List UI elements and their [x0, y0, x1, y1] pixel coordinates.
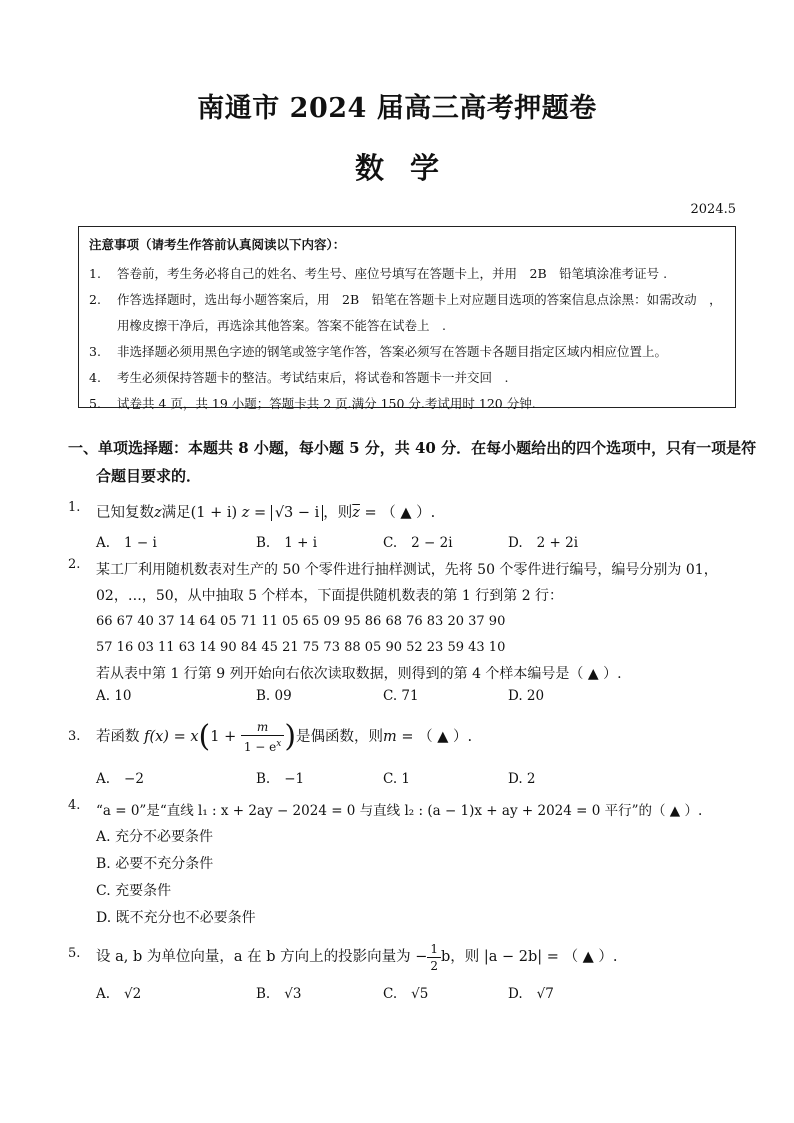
notice-item-number: 4.: [89, 370, 101, 385]
option-label: C.: [383, 986, 398, 1002]
option-d[interactable]: D. 2: [508, 771, 536, 787]
option-label: B.: [256, 986, 271, 1002]
question-stem: 某工厂利用随机数表对生产的 50 个零件进行抽样测试，先将 50 个零件进行编号，编号分别为 01，: [96, 562, 718, 578]
question-stem: “a = 0”是“直线 l₁ : x + 2ay − 2024 = 0 与直线 l₂ : (a − 1)x + ay + 2024 = 0 平行”的（ ▲ ）.: [96, 803, 703, 819]
notice-title: 注意事项（请考生作答前认真阅读以下内容）：: [89, 237, 346, 252]
exam-date: 2024.5: [690, 202, 736, 217]
option-a[interactable]: A. 充分不必要条件: [96, 829, 214, 845]
option-d[interactable]: [508, 986, 554, 1002]
option-value: √3: [284, 986, 302, 1002]
notice-item-text: 非选择题必须用黑色字迹的钢笔或签字笔作答，答案必须写在答题卡各题目指定区域内相应位置上。: [117, 344, 668, 359]
question-2: [68, 557, 768, 687]
stem-text: 已知复数: [96, 505, 154, 521]
right-paren: ): [284, 719, 297, 754]
question-stem: [68, 717, 768, 757]
option-label: A.: [96, 986, 111, 1002]
subject-title: 数学: [354, 151, 465, 185]
math-var: z: [154, 505, 162, 521]
options-4: [96, 824, 256, 932]
math-conj: $\overline{z}$: [352, 505, 360, 521]
fraction-numerator: 1: [427, 941, 441, 958]
stem-text: 若函数: [96, 729, 140, 745]
question-number: 2.: [68, 557, 81, 572]
math-abs: √3 − i: [271, 505, 323, 521]
fraction-denominator: [241, 736, 285, 755]
option-label: B.: [256, 771, 271, 787]
math-expr: z =: [237, 505, 271, 521]
notice-item: [89, 391, 725, 417]
question-number: 4.: [68, 798, 81, 813]
fraction-numerator: m: [241, 719, 285, 736]
question-1: [68, 500, 768, 526]
math-var: m: [383, 729, 397, 745]
notice-item-number: 1.: [89, 266, 101, 281]
option-value: √5: [411, 986, 429, 1002]
option-b[interactable]: [256, 986, 301, 1002]
notice-item-text: 试卷共 4 页，共 19 小题；答题卡共 2 页.满分 150 分.考试用时 120 分钟.: [117, 396, 536, 411]
option-d[interactable]: D. 20: [508, 688, 545, 704]
question-4: [68, 798, 768, 824]
option-c[interactable]: C. 1: [383, 771, 411, 787]
left-paren: (: [198, 719, 211, 754]
option-value: 2 − 2i: [411, 535, 453, 551]
option-a[interactable]: [96, 771, 144, 787]
math-expr: 1 +: [210, 729, 241, 745]
notice-item: [89, 339, 725, 365]
question-stem: 若从表中第 1 行第 9 列开始向右依次读取数据，则得到的第 4 个样本编号是（ ▲ ）.: [96, 666, 622, 682]
option-value: −1: [284, 771, 305, 787]
option-b[interactable]: B. 必要不充分条件: [96, 856, 214, 872]
question-3: [68, 717, 768, 757]
notice-item: [89, 261, 725, 287]
question-5: [68, 938, 768, 976]
option-label: B.: [256, 535, 271, 551]
random-table-row-2: 57 16 03 11 63 14 90 84 45 21 75 73 88 05 90 52 23 59 43 10: [96, 640, 506, 655]
option-value: 1 + i: [284, 535, 318, 551]
question-stem: 02，…，50，从中抽取 5 个样本，下面提供随机数表的第 1 行到第 2 行：: [96, 588, 564, 604]
stem-text: = （ ▲ ）.: [359, 505, 436, 521]
question-number: 1.: [68, 500, 81, 515]
option-label: D.: [508, 535, 523, 551]
notice-item-number: 2.: [89, 292, 101, 307]
section-heading-line2: 合题目要求的．: [96, 467, 202, 485]
option-c[interactable]: [383, 986, 428, 1002]
section-heading: [68, 434, 758, 490]
notice-item: [89, 365, 725, 391]
question-number: 5.: [68, 946, 81, 961]
option-c[interactable]: C. 71: [383, 688, 419, 704]
option-a[interactable]: [96, 986, 141, 1002]
math-expr: (1 + i): [190, 505, 238, 521]
denominator-text: 1 − e: [243, 740, 277, 754]
exam-title: 南通市 2024 届高三高考押题卷: [197, 93, 597, 124]
stem-text: = （ ▲ ）.: [396, 729, 473, 745]
option-d[interactable]: D. 既不充分也不必要条件: [96, 910, 256, 926]
option-b[interactable]: [256, 535, 317, 551]
notice-item: [89, 287, 725, 313]
option-value: 2 + 2i: [536, 535, 579, 551]
stem-text: 是偶函数，则: [296, 729, 384, 745]
option-value: √7: [536, 986, 554, 1002]
option-label: A.: [96, 771, 111, 787]
math-fraction: [427, 941, 441, 974]
option-b[interactable]: B. 09: [256, 688, 292, 704]
stem-text: b，则 |a − 2b| = （ ▲ ）.: [441, 949, 618, 965]
notice-item-number: 5.: [89, 396, 101, 411]
option-d[interactable]: [508, 535, 578, 551]
math-expr: f(x) = x: [144, 729, 199, 745]
superscript: x: [276, 739, 282, 749]
section-heading-line1: 一、单项选择题：本题共 8 小题，每小题 5 分，共 40 分．在每小题给出的四个选项中，只有一项是符: [68, 439, 757, 457]
option-c[interactable]: C. 充要条件: [96, 883, 172, 899]
question-stem: [68, 500, 768, 526]
stem-text: 满足: [161, 505, 191, 521]
option-label: C.: [383, 535, 398, 551]
stem-text: 设 a, b 为单位向量，a 在 b 方向上的投影向量为 −: [96, 949, 428, 965]
option-value: −2: [124, 771, 144, 787]
notice-item-continuation: 用橡皮擦干净后，再选涂其他答案。答案不能答在试卷上 .: [117, 318, 446, 333]
question-stem: [68, 938, 768, 976]
option-label: A.: [96, 535, 111, 551]
notice-item-text: 作答选择题时，选出每小题答案后，用 2B 铅笔在答题卡上对应题目选项的答案信息点涂黑：如需改动 ，: [117, 292, 722, 307]
notice-item-text: 答卷前，考生务必将自己的姓名、考生号、座位号填写在答题卡上，并用 2B 铅笔填涂准考证号 .: [117, 266, 668, 281]
option-label: D.: [508, 986, 523, 1002]
random-table-row-1: 66 67 40 37 14 64 05 71 11 05 65 09 95 86 68 76 83 20 37 90: [96, 614, 506, 629]
math-fraction: [241, 719, 285, 755]
notice-item-number: 3.: [89, 344, 101, 359]
option-a[interactable]: A. 10: [96, 688, 132, 704]
option-value: 1 − i: [124, 535, 157, 551]
stem-text: ，则: [323, 505, 353, 521]
notice-item-text: 考生必须保持答题卡的整洁。考试结束后，将试卷和答题卡一并交回 .: [117, 370, 509, 385]
fraction-denominator: 2: [430, 958, 439, 973]
question-number: 3.: [68, 729, 81, 744]
option-c[interactable]: [383, 535, 453, 551]
option-a[interactable]: [96, 535, 157, 551]
option-b[interactable]: [256, 771, 304, 787]
option-value: √2: [124, 986, 142, 1002]
notice-box: [78, 226, 736, 411]
